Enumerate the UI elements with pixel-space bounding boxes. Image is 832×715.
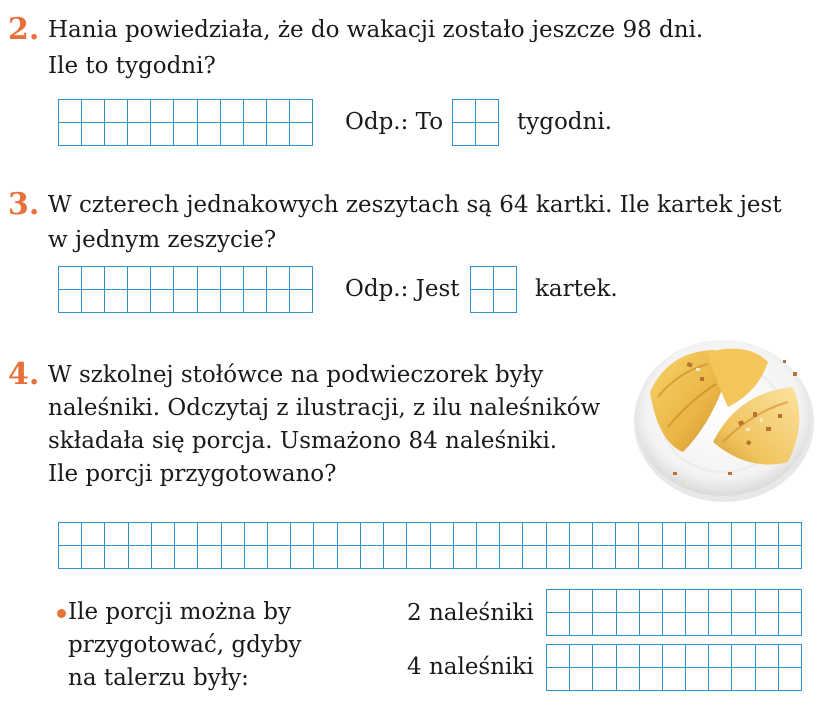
task-4-question-line-1: W szkolnej stołówce na podwieczorek były — [48, 362, 544, 388]
task-4-question-line-3: składała się porcja. Usmażono 84 naleśniki. — [48, 428, 558, 454]
pancake-plate-illustration — [628, 332, 818, 502]
sub-question-line-2: przygotować, gdyby — [68, 632, 302, 658]
task-2-number: 2. — [8, 12, 40, 47]
task-3-work-grid[interactable] — [58, 266, 313, 313]
task-4-question-line-4: Ile porcji przygotowano? — [48, 461, 337, 487]
sub-question-bullet — [57, 609, 66, 618]
option-2-label: 2 naleśniki — [407, 600, 534, 626]
task-2-question-line-2: Ile to tygodni? — [48, 53, 216, 79]
task-3-answer-suffix: kartek. — [535, 276, 618, 302]
sub-question-line-1: Ile porcji można by — [68, 599, 291, 625]
task-3-answer-prefix: Odp.: Jest — [345, 276, 460, 302]
task-2-work-grid[interactable] — [58, 99, 313, 146]
task-2-answer-prefix: Odp.: To — [345, 109, 444, 135]
task-2-answer-suffix: tygodni. — [517, 109, 613, 135]
task-2-answer-box[interactable] — [452, 99, 499, 146]
task-3-number: 3. — [8, 187, 40, 222]
task-3-question-line-2: w jednym zeszycie? — [48, 227, 277, 253]
task-4-question-line-2: naleśniki. Odczytaj z ilustracji, z ilu naleśników — [48, 395, 601, 421]
task-2-question-line-1: Hania powiedziała, że do wakacji zostało jeszcze 98 dni. — [48, 17, 704, 43]
task-4-work-grid[interactable] — [58, 522, 802, 569]
task-3-question-line-1: W czterech jednakowych zeszytach są 64 kartki. Ile kartek jest — [48, 192, 782, 218]
task-3-answer-box[interactable] — [470, 266, 517, 313]
option-4-answer-grid[interactable] — [546, 644, 802, 691]
option-4-label: 4 naleśniki — [407, 654, 534, 680]
task-4-number: 4. — [8, 357, 40, 392]
sub-question-line-3: na talerzu były: — [68, 665, 249, 691]
option-2-answer-grid[interactable] — [546, 589, 802, 636]
